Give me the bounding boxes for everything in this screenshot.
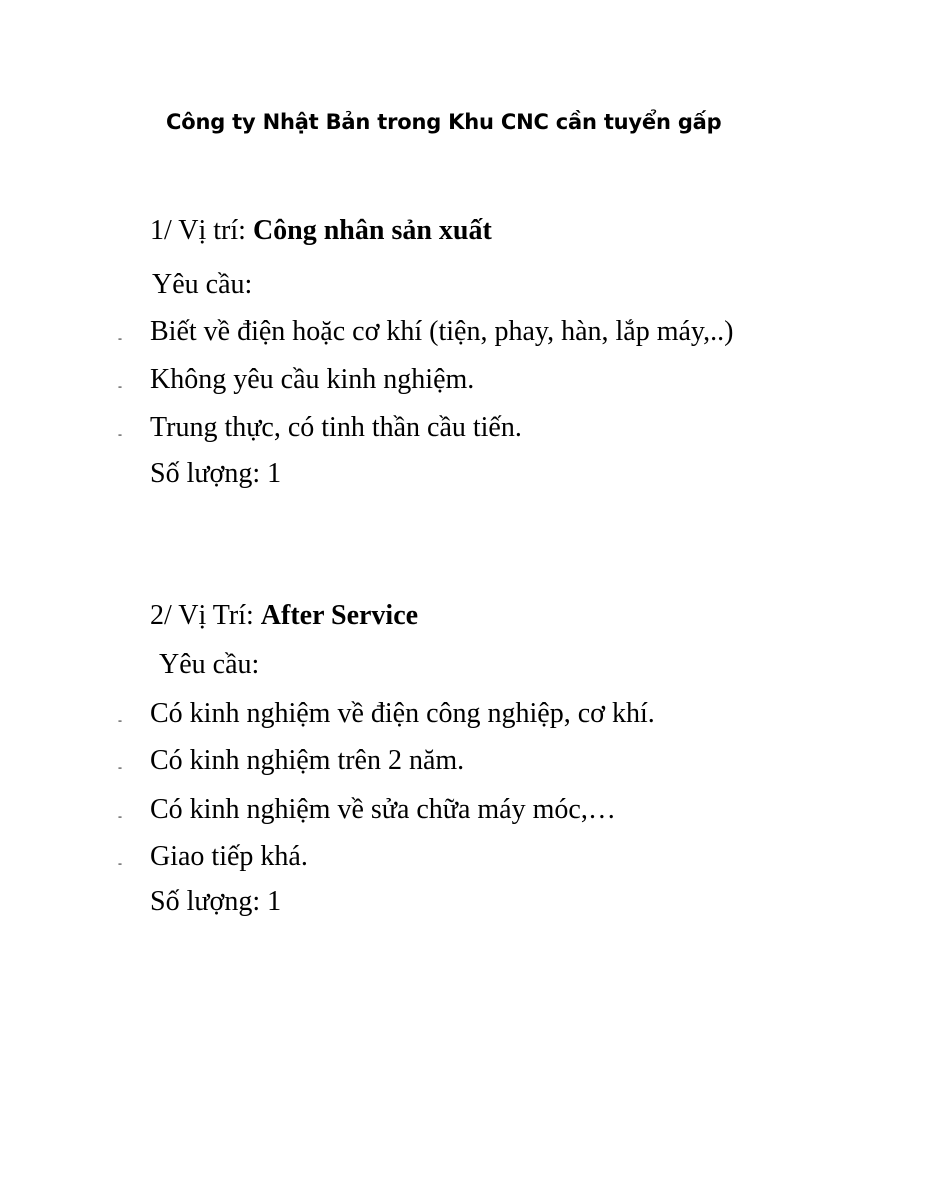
bullet-marker: - bbox=[118, 713, 122, 727]
bullet-marker: - bbox=[118, 809, 122, 823]
position-2-quantity: Số lượng: 1 bbox=[150, 886, 282, 917]
bullet-marker: - bbox=[118, 331, 122, 345]
position-1-heading bbox=[150, 217, 492, 245]
position-2-heading-prefix: 2/ Vị Trí: bbox=[150, 600, 261, 631]
position-2-requirement-2: Có kinh nghiệm trên 2 năm. bbox=[150, 745, 465, 776]
position-2-requirement-1: Có kinh nghiệm về điện công nghiệp, cơ khí. bbox=[150, 698, 655, 729]
position-1-quantity: Số lượng: 1 bbox=[150, 458, 282, 489]
bullet-marker: - bbox=[118, 427, 122, 441]
position-1-name: Công nhân sản xuất bbox=[252, 215, 492, 246]
bullet-marker: - bbox=[118, 760, 122, 774]
bullet-marker: - bbox=[118, 856, 122, 870]
position-1-requirement-1: Biết về điện hoặc cơ khí (tiện, phay, hàn, lắp máy,..) bbox=[150, 316, 734, 347]
position-2-requirement-3: Có kinh nghiệm về sửa chữa máy móc,… bbox=[150, 794, 616, 825]
position-1-heading-prefix: 1/ Vị trí: bbox=[150, 215, 253, 246]
position-2-name: After Service bbox=[260, 600, 419, 631]
document-title: Công ty Nhật Bản trong Khu CNC cần tuyển gấp bbox=[166, 110, 722, 134]
bullet-marker: - bbox=[118, 379, 122, 393]
position-2-heading bbox=[150, 602, 418, 630]
position-2-requirements-label: Yêu cầu: bbox=[159, 649, 260, 680]
position-2-requirement-4: Giao tiếp khá. bbox=[150, 841, 308, 872]
position-1-requirement-2: Không yêu cầu kinh nghiệm. bbox=[150, 364, 475, 395]
position-1-requirement-3: Trung thực, có tinh thần cầu tiến. bbox=[150, 412, 522, 443]
position-1-requirements-label: Yêu cầu: bbox=[152, 269, 253, 300]
